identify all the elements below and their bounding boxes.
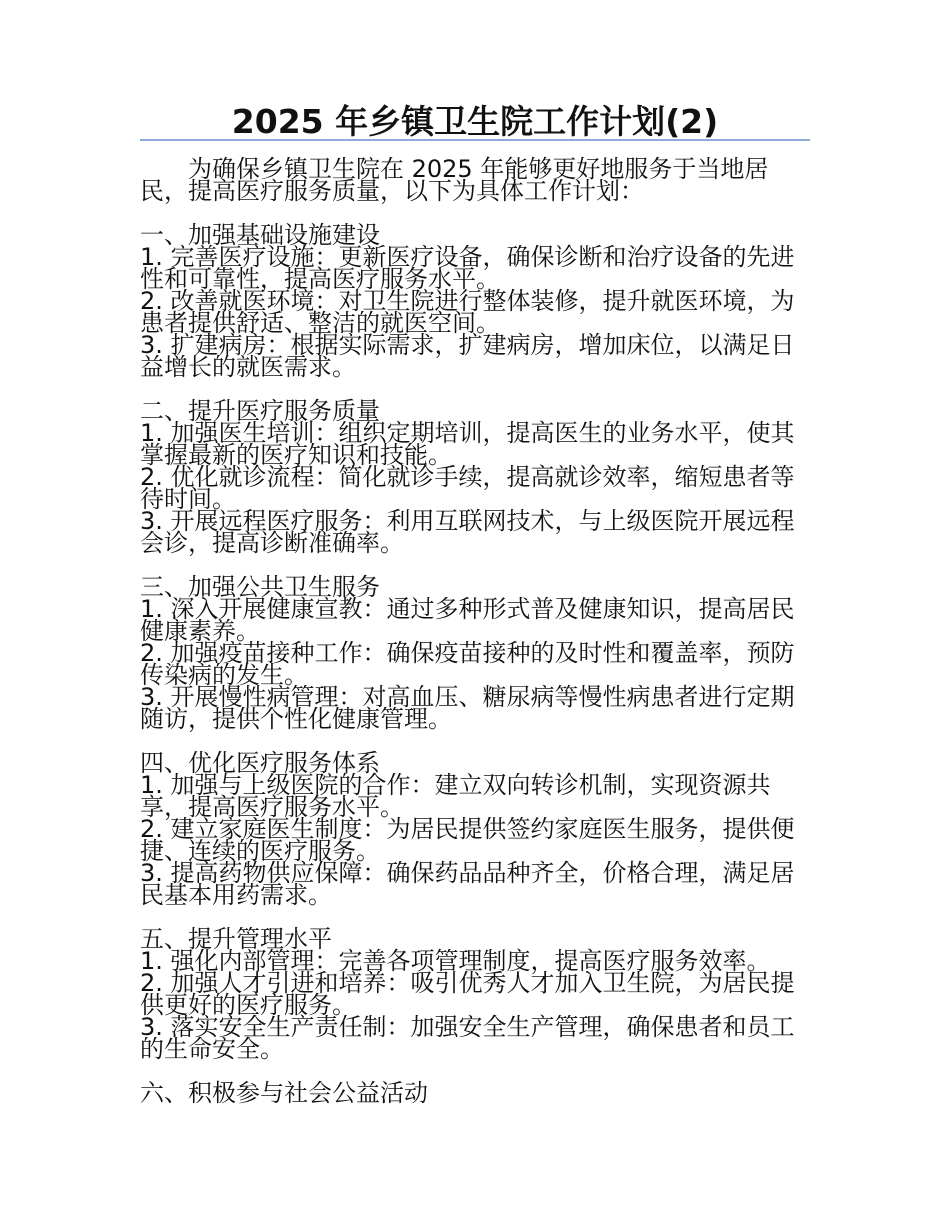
- section-service-quality: [140, 397, 800, 557]
- list-item: 2. 加强疫苗接种工作：确保疫苗接种的及时性和覆盖率，预防传染病的发生。: [140, 639, 795, 689]
- list-item: 1. 加强医生培训：组织定期培训，提高医生的业务水平，使其掌握最新的医疗知识和技能。: [140, 419, 795, 469]
- list-item: 3. 开展远程医疗服务：利用互联网技术，与上级医院开展远程会诊，提高诊断准确率。: [140, 507, 795, 557]
- section-management: [140, 925, 800, 1063]
- title-underline: [140, 139, 810, 141]
- list-item: 1. 强化内部管理：完善各项管理制度，提高医疗服务效率。: [140, 947, 771, 975]
- list-item: 2. 优化就诊流程：简化就诊手续，提高就诊效率，缩短患者等待时间。: [140, 463, 795, 513]
- list-item: 1. 加强与上级医院的合作：建立双向转诊机制，实现资源共享，提高医疗服务水平。: [140, 771, 771, 821]
- section-public-welfare: [140, 1079, 800, 1107]
- section-heading: 五、提升管理水平: [140, 925, 332, 953]
- section-service-system: [140, 749, 800, 909]
- section-heading: 四、优化医疗服务体系: [140, 749, 380, 777]
- section-public-health: [140, 573, 800, 733]
- list-item: 3. 开展慢性病管理：对高血压、糖尿病等慢性病患者进行定期随访，提供个性化健康管理。: [140, 683, 795, 733]
- list-item: 3. 提高药物供应保障：确保药品品种齐全，价格合理，满足居民基本用药需求。: [140, 859, 795, 909]
- intro-paragraph: 为确保乡镇卫生院在 2025 年能够更好地服务于当地居民，提高医疗服务质量，以下为具体工作计划：: [140, 155, 769, 205]
- list-item: 2. 加强人才引进和培养：吸引优秀人才加入卫生院，为居民提供更好的医疗服务。: [140, 969, 795, 1019]
- list-item: 2. 建立家庭医生制度：为居民提供签约家庭医生服务，提供便捷、连续的医疗服务。: [140, 815, 795, 865]
- section-heading: 三、加强公共卫生服务: [140, 573, 380, 601]
- section-infrastructure: [140, 221, 800, 381]
- section-heading: 六、积极参与社会公益活动: [140, 1079, 428, 1107]
- list-item: 3. 落实安全生产责任制：加强安全生产管理，确保患者和员工的生命安全。: [140, 1013, 795, 1063]
- document-body: [140, 155, 800, 1126]
- page-title: 2025 年乡镇卫生院工作计划(2): [231, 102, 719, 141]
- list-item: 1. 完善医疗设施：更新医疗设备，确保诊断和治疗设备的先进性和可靠性，提高医疗服务水平。: [140, 243, 795, 293]
- section-heading: 二、提升医疗服务质量: [140, 397, 380, 425]
- list-item: 1. 深入开展健康宣教：通过多种形式普及健康知识，提高居民健康素养。: [140, 595, 795, 645]
- list-item: 3. 扩建病房：根据实际需求，扩建病房，增加床位，以满足日益增长的就医需求。: [140, 331, 795, 381]
- list-item: 2. 改善就医环境：对卫生院进行整体装修，提升就医环境，为患者提供舒适、整洁的就医空间。: [140, 287, 795, 337]
- section-heading: 一、加强基础设施建设: [140, 221, 380, 249]
